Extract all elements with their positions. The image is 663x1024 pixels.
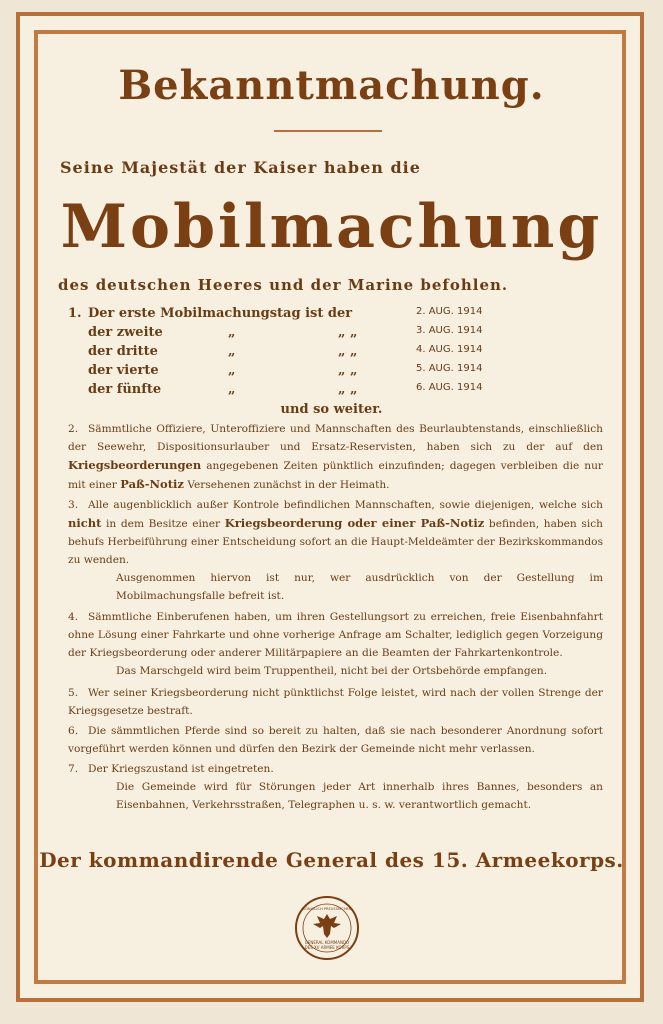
title-rule: [274, 130, 382, 132]
signature: Der kommandirende General des 15. Armeekorps.: [39, 848, 624, 872]
paragraph-number: 6.: [68, 725, 79, 737]
day-date: 4. AUG. 1914: [416, 344, 483, 355]
title: Bekanntmachung.: [118, 62, 545, 109]
ditto-mark: „ „: [338, 325, 358, 340]
paragraph-indent: Das Marschgeld wird beim Truppentheil, nicht bei der Ortsbehörde empfangen.: [116, 665, 548, 677]
paragraph-indent: Ausgenommen hiervon ist nur, wer ausdrücklich von der Gestellung im Mobilmachungsfalle befreit ist.: [116, 572, 603, 602]
paragraph-text: in dem Besitze einer: [101, 518, 225, 530]
bold-text: nicht: [68, 516, 102, 530]
paragraph-number: 2.: [68, 423, 79, 435]
bold-text: Kriegsbeorderungen: [68, 458, 202, 472]
bold-text: Paß-Notiz: [120, 477, 184, 491]
paragraph-4: [68, 608, 603, 680]
paragraph-2: [68, 420, 603, 494]
seal-stamp: [295, 896, 359, 960]
ditto-mark: „ „: [338, 363, 358, 378]
day-row: [68, 363, 528, 382]
day-date: 3. AUG. 1914: [416, 325, 483, 336]
svg-text:DES XV ARMEE KORPS: DES XV ARMEE KORPS: [304, 945, 350, 950]
day-label: der vierte: [88, 363, 159, 378]
day-label: der fünfte: [88, 382, 162, 397]
headline: Mobilmachung: [60, 192, 603, 262]
svg-text:KÖNIGLICH PREUSSISCHES: KÖNIGLICH PREUSSISCHES: [302, 907, 352, 911]
day-label: Der erste Mobilmachungstag ist der: [88, 306, 353, 321]
day-row: [68, 344, 528, 363]
day-row: [68, 382, 528, 401]
paragraph-text: Sämmtliche Offiziere, Unteroffiziere und Mannschaften des Beurlaubtenstands, einschließlich der Seewehr, Dispositionsurlauber und Ersatz-Reservisten, haben sich zu der auf den: [68, 423, 603, 453]
intro-line-2: des deutschen Heeres und der Marine befohlen.: [58, 276, 509, 294]
paragraph-number: 4.: [68, 611, 79, 623]
paragraph-5: [68, 684, 603, 720]
ditto-mark: „: [228, 325, 236, 340]
day-date: 5. AUG. 1914: [416, 363, 483, 374]
ditto-mark: „ „: [338, 344, 358, 359]
day-label: der dritte: [88, 344, 158, 359]
paragraph-text: Versehenen zunächst in der Heimath.: [183, 479, 390, 491]
day-number: 1.: [68, 306, 82, 321]
day-label: der zweite: [88, 325, 163, 340]
day-row: [68, 325, 528, 344]
mobilization-days: [68, 306, 528, 401]
paragraph-3: [68, 496, 603, 605]
bold-text: Kriegsbeorderung oder einer Paß-Notiz: [224, 516, 485, 530]
paragraph-number: 7.: [68, 763, 79, 775]
ditto-mark: „: [228, 363, 236, 378]
day-date: 2. AUG. 1914: [416, 306, 483, 317]
eagle-icon: [297, 898, 357, 958]
paragraph-text: Die sämmtlichen Pferde sind so bereit zu halten, daß sie nach besonderer Anordnung sofort vorgeführt werden können und dürfen den Bezirk der Gemeinde nicht mehr verlassen.: [68, 725, 603, 755]
paragraph-text: Der Kriegszustand ist eingetreten.: [88, 763, 274, 775]
day-row: [68, 306, 528, 325]
paragraph-number: 5.: [68, 687, 79, 699]
paragraph-text: angegebenen Zeiten pünktlich einzufinden; dagegen verbleiben die nur mit einer: [68, 460, 603, 491]
paragraph-text: befinden, haben sich behufs Herbeiführung einer Entscheidung sofort an die Haupt-Meldeämter der Bezirkskommandos zu wenden.: [68, 518, 603, 566]
intro-line: Seine Majestät der Kaiser haben die: [60, 158, 421, 177]
paragraph-number: 3.: [68, 499, 79, 511]
ditto-mark: „ „: [338, 382, 358, 397]
ditto-mark: „: [228, 344, 236, 359]
paragraph-text: Alle augenblicklich außer Kontrole befindlichen Mannschaften, sowie diejenigen, welche sich: [88, 499, 603, 511]
und-so-weiter: und so weiter.: [280, 402, 383, 417]
day-date: 6. AUG. 1914: [416, 382, 483, 393]
svg-text:GENERAL KOMMANDO: GENERAL KOMMANDO: [304, 940, 350, 945]
paragraph-text: Sämmtliche Einberufenen haben, um ihren Gestellungsort zu erreichen, freie Eisenbahnfahrt ohne Lösung einer Fahrkarte und ohne vorherige Anfrage am Schalter, lediglich gegen Vorzeigung der Kriegsbeorderung oder anderer Militärpapiere an die Beamten der Fahrkartenkontrole.: [68, 611, 603, 659]
paragraph-indent: Die Gemeinde wird für Störungen jeder Art innerhalb ihres Bannes, besonders an Eisenbahnen, Verkehrsstraßen, Telegraphen u. s. w. verantwortlich gemacht.: [116, 781, 603, 811]
paragraph-text: Wer seiner Kriegsbeorderung nicht pünktlichst Folge leistet, wird nach der vollen Strenge der Kriegsgesetze bestraft.: [68, 687, 603, 717]
paragraph-6: [68, 722, 603, 758]
paragraph-7: [68, 760, 603, 814]
ditto-mark: „: [228, 382, 236, 397]
